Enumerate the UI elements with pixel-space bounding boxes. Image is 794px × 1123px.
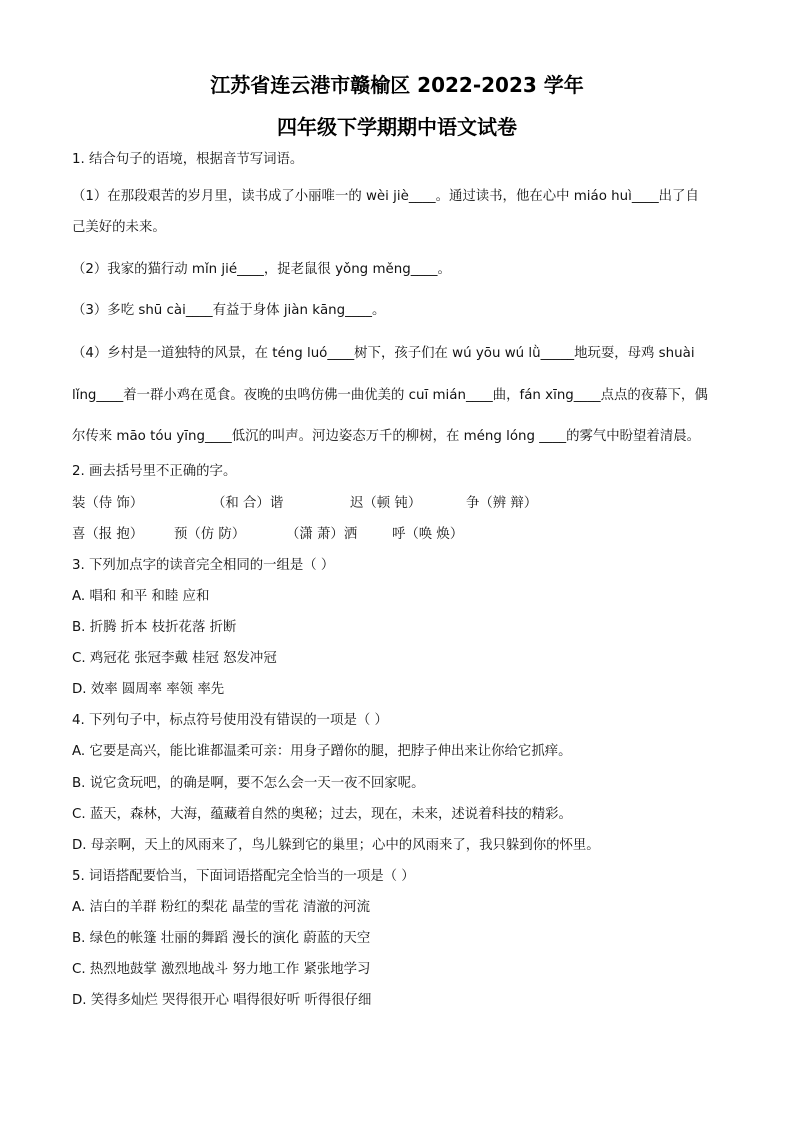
q2-item: 争（辨 辩） [466, 496, 538, 511]
q2-item: 喜（报 抱） [72, 527, 144, 542]
q1-sentence2: （2）我家的猫行动 mǐn jié____，捉老鼠很 yǒng měng____。 [72, 262, 451, 277]
q3-option-b: B. 折腾 折本 枝折花落 折断 [72, 620, 237, 635]
q2-item: （潇 萧）洒 [286, 527, 358, 542]
q1-sentence3: （3）多吃 shū cài____有益于身体 jiàn kāng____。 [72, 303, 386, 318]
q3-stem: 3. 下列加点字的读音完全相同的一组是（ ） [72, 558, 335, 573]
q4-option-d: D. 母亲啊，天上的风雨来了，鸟儿躲到它的巢里；心中的风雨来了，我只躲到你的怀里。 [72, 838, 600, 853]
q2-item: 预（仿 防） [174, 527, 246, 542]
q1-sentence1-line2: 己美好的未来。 [72, 220, 166, 235]
q1-stem: 1. 结合句子的语境，根据音节写词语。 [72, 152, 304, 167]
q1-sentence4-line2: lǐng____着一群小鸡在觅食。夜晚的虫鸣仿佛一曲优美的 cuī mián____曲，fán xīng____点点的夜幕下，偶 [72, 388, 708, 403]
q3-option-d: D. 效率 圆周率 率领 率先 [72, 682, 225, 697]
q2-item: 迟（顿 钝） [350, 496, 422, 511]
q2-item: （和 合）谐 [212, 496, 284, 511]
q5-option-c: C. 热烈地鼓掌 激烈地战斗 努力地工作 紧张地学习 [72, 962, 371, 977]
q2-item: 装（侍 饰） [72, 496, 144, 511]
q2-stem: 2. 画去括号里不正确的字。 [72, 464, 237, 479]
q4-option-c: C. 蓝天，森林，大海，蕴藏着自然的奥秘；过去，现在，未来，述说着科技的精彩。 [72, 807, 572, 822]
exam-title-line2: 四年级下学期期中语文试卷 [277, 115, 517, 139]
q1-sentence4-line3: 尔传来 māo tóu yīng____低沉的叫声。河边姿态万千的柳树，在 méng lóng ____的雾气中盼望着清晨。 [72, 429, 700, 444]
q3-option-c: C. 鸡冠花 张冠李戴 桂冠 怒发冲冠 [72, 651, 277, 666]
q3-option-a: A. 唱和 和平 和睦 应和 [72, 589, 210, 604]
exam-title-line1: 江苏省连云港市赣榆区 2022-2023 学年 [210, 73, 584, 97]
q5-option-d: D. 笑得多灿烂 哭得很开心 唱得很好听 听得很仔细 [72, 993, 372, 1008]
q2-item: 呼（唤 焕） [392, 527, 464, 542]
q5-option-a: A. 洁白的羊群 粉红的梨花 晶莹的雪花 清澈的河流 [72, 900, 371, 915]
q1-sentence4-line1: （4）乡村是一道独特的风景，在 téng luó____树下，孩子们在 wú yōu wú lǜ_____地玩耍，母鸡 shuài [72, 346, 695, 361]
q1-sentence1-line1: （1）在那段艰苦的岁月里，读书成了小丽唯一的 wèi jiè____。通过读书，他在心中 miáo huì____出了自 [72, 189, 699, 204]
q5-option-b: B. 绿色的帐篷 壮丽的舞蹈 漫长的演化 蔚蓝的天空 [72, 931, 371, 946]
q5-stem: 5. 词语搭配要恰当，下面词语搭配完全恰当的一项是（ ） [72, 869, 415, 884]
q4-option-a: A. 它要是高兴，能比谁都温柔可亲：用身子蹭你的腿，把脖子伸出来让你给它抓痒。 [72, 744, 572, 759]
q4-option-b: B. 说它贪玩吧，的确是啊，要不怎么会一天一夜不回家呢。 [72, 776, 425, 791]
q4-stem: 4. 下列句子中，标点符号使用没有错误的一项是（ ） [72, 713, 388, 728]
